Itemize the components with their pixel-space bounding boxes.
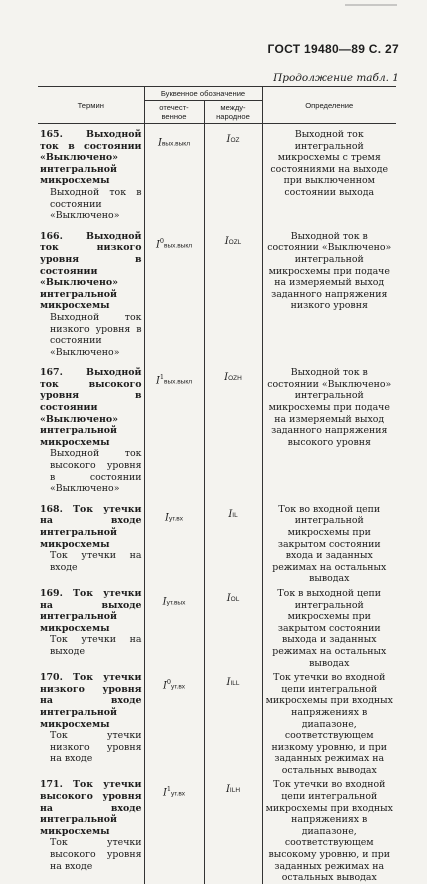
- symbol-domestic: [163, 676, 185, 693]
- table-row: [38, 501, 396, 585]
- symbol-domestic: [156, 371, 192, 388]
- term-short: Ток утечки высокого уровня на входе: [50, 837, 142, 872]
- column-header-letter-group: Буквенное обозначение: [144, 87, 262, 101]
- symbol-letter: I: [165, 512, 169, 524]
- symbol-domestic: [158, 133, 190, 150]
- term-short: Ток утечки на выходе: [50, 634, 142, 657]
- term-short: Ток утечки на входе: [50, 550, 142, 573]
- symbol-domestic-cell: [144, 228, 204, 365]
- symbol-superscript: 0: [166, 678, 172, 687]
- symbol-subscript: ут.вых: [166, 599, 186, 607]
- symbol-letter: I: [225, 784, 230, 796]
- term-short: Выходной ток в состоянии «Выключено»: [50, 186, 142, 222]
- symbol-letter: I: [228, 508, 233, 520]
- page-header: ГОСТ 19480—89 С. 27: [267, 42, 399, 56]
- symbol-international: [227, 133, 240, 147]
- symbol-subscript: ут.вх: [171, 683, 186, 691]
- symbol-domestic: [163, 783, 185, 800]
- table-row: [38, 585, 396, 669]
- symbol-domestic: [156, 235, 192, 252]
- symbol-subscript: ут.вх: [168, 515, 183, 523]
- term-cell: [38, 585, 144, 669]
- definition-cell: Выходной ток в состоянии «Выключено» интегральной микросхемы при подаче на измеряемый выход заданного напряжения высокого уровня: [262, 364, 396, 501]
- table-row: [38, 364, 396, 501]
- symbol-international: [228, 508, 237, 522]
- symbol-domestic: [165, 508, 183, 525]
- definition-cell: Ток утечки во входной цепи интегральной микросхемы при входных напряжениях в диапазоне, соответствующем высокому уровню, и при заданных режимах на остальных выводах: [262, 776, 396, 883]
- definition-cell: Ток во входной цепи интегральной микросхемы при закрытом состоянии входа и заданных режимах на остальных выводах: [262, 501, 396, 585]
- term-full: 168. Ток утечки на входе интегральной микросхемы: [40, 503, 142, 550]
- symbol-letter: I: [162, 787, 167, 799]
- column-header-definition: Определение: [262, 87, 396, 124]
- column-header-domestic: отечест- венное: [144, 101, 204, 124]
- symbol-subscript: OL: [230, 595, 240, 603]
- symbol-superscript: 1: [159, 373, 165, 382]
- symbol-international: [224, 371, 242, 385]
- symbol-international-cell: [204, 124, 262, 228]
- term-full: 167. Выходной ток высокого уровня в состоянии «Выключено» интегральной микросхемы: [40, 367, 142, 448]
- term-full: 169. Ток утечки на выходе интегральной микросхемы: [40, 587, 142, 634]
- symbol-letter: I: [155, 375, 160, 387]
- term-cell: [38, 776, 144, 883]
- symbol-letter: I: [162, 680, 167, 692]
- table-row: [38, 669, 396, 776]
- symbol-letter: I: [224, 372, 229, 384]
- symbol-international-cell: [204, 669, 262, 776]
- terms-table: [38, 86, 396, 884]
- symbol-letter: I: [226, 592, 231, 604]
- symbol-domestic-cell: [144, 776, 204, 883]
- term-cell: [38, 501, 144, 585]
- symbol-superscript: 0: [159, 236, 165, 245]
- symbol-subscript: ут.вх: [171, 790, 186, 798]
- term-full: 165. Выходной ток в состоянии «Выключено» интегральной микросхемы: [40, 129, 142, 187]
- symbol-subscript: IL: [232, 511, 238, 519]
- definition-cell: Выходной ток интегральной микросхемы с тремя состояниями на выходе при выключенном состоянии выхода: [262, 124, 396, 228]
- symbol-subscript: OZH: [228, 375, 242, 383]
- term-cell: [38, 228, 144, 365]
- definition-cell: Ток утечки во входной цепи интегральной микросхемы при входных напряжениях в диапазоне, соответствующем низкому уровню, и при заданных режимах на остальных выводах: [262, 669, 396, 776]
- symbol-domestic-cell: [144, 585, 204, 669]
- symbol-subscript: OZ: [230, 137, 240, 144]
- symbol-subscript: вых.выкл: [164, 242, 193, 250]
- term-cell: [38, 364, 144, 501]
- page-top-mark: [345, 4, 397, 6]
- symbol-domestic: [163, 592, 186, 609]
- term-short: Выходной ток низкого уровня в состоянии «Выключено»: [50, 311, 142, 358]
- term-cell: [38, 669, 144, 776]
- table-row: [38, 124, 396, 228]
- symbol-subscript: вых.выкл: [164, 378, 193, 386]
- table-row: [38, 776, 396, 883]
- symbol-letter: I: [155, 239, 160, 251]
- term-full: 166. Выходной ток низкого уровня в состоянии «Выключено» интегральной микросхемы: [40, 230, 142, 312]
- symbol-domestic-cell: [144, 124, 204, 228]
- symbol-international-cell: [204, 585, 262, 669]
- term-cell: [38, 124, 144, 228]
- symbol-subscript: ILH: [229, 787, 241, 795]
- table-continuation-note: Продолжение табл. 1: [273, 72, 399, 84]
- column-header-international: между- народное: [204, 101, 262, 124]
- symbol-letter: I: [158, 137, 162, 149]
- definition-cell: Ток в выходной цепи интегральной микросхемы при закрытом состоянии выхода и заданных режимах на остальных выводах: [262, 585, 396, 669]
- term-full: 170. Ток утечки низкого уровня на входе интегральной микросхемы: [40, 672, 142, 730]
- table-row: [38, 228, 396, 365]
- symbol-international-cell: [204, 228, 262, 365]
- term-full: 171. Ток утечки высокого уровня на входе интегральной микросхемы: [40, 779, 142, 837]
- term-short: Ток утечки низкого уровня на входе: [50, 730, 142, 765]
- definition-cell: Выходной ток в состоянии «Выключено» интегральной микросхемы при подаче на измеряемый выход заданного напряжения низкого уровня: [262, 228, 396, 365]
- symbol-domestic-cell: [144, 364, 204, 501]
- symbol-subscript: OZL: [228, 238, 242, 246]
- symbol-subscript: ILL: [230, 680, 240, 688]
- symbol-letter: I: [226, 134, 231, 145]
- symbol-international: [227, 676, 240, 690]
- symbol-letter: I: [224, 235, 229, 247]
- symbol-domestic-cell: [144, 501, 204, 585]
- symbol-domestic-cell: [144, 669, 204, 776]
- symbol-international: [227, 592, 240, 606]
- symbol-international: [226, 783, 240, 797]
- symbol-international-cell: [204, 364, 262, 501]
- symbol-international-cell: [204, 501, 262, 585]
- symbol-letter: I: [226, 677, 231, 689]
- symbol-international: [225, 235, 242, 249]
- symbol-international-cell: [204, 776, 262, 883]
- term-short: Выходной ток высокого уровня в состоянии «Выключено»: [50, 448, 142, 495]
- symbol-subscript: вых.выкл: [161, 140, 190, 148]
- column-header-term: Термин: [38, 87, 144, 124]
- symbol-letter: I: [162, 596, 167, 608]
- symbol-superscript: 1: [166, 785, 172, 794]
